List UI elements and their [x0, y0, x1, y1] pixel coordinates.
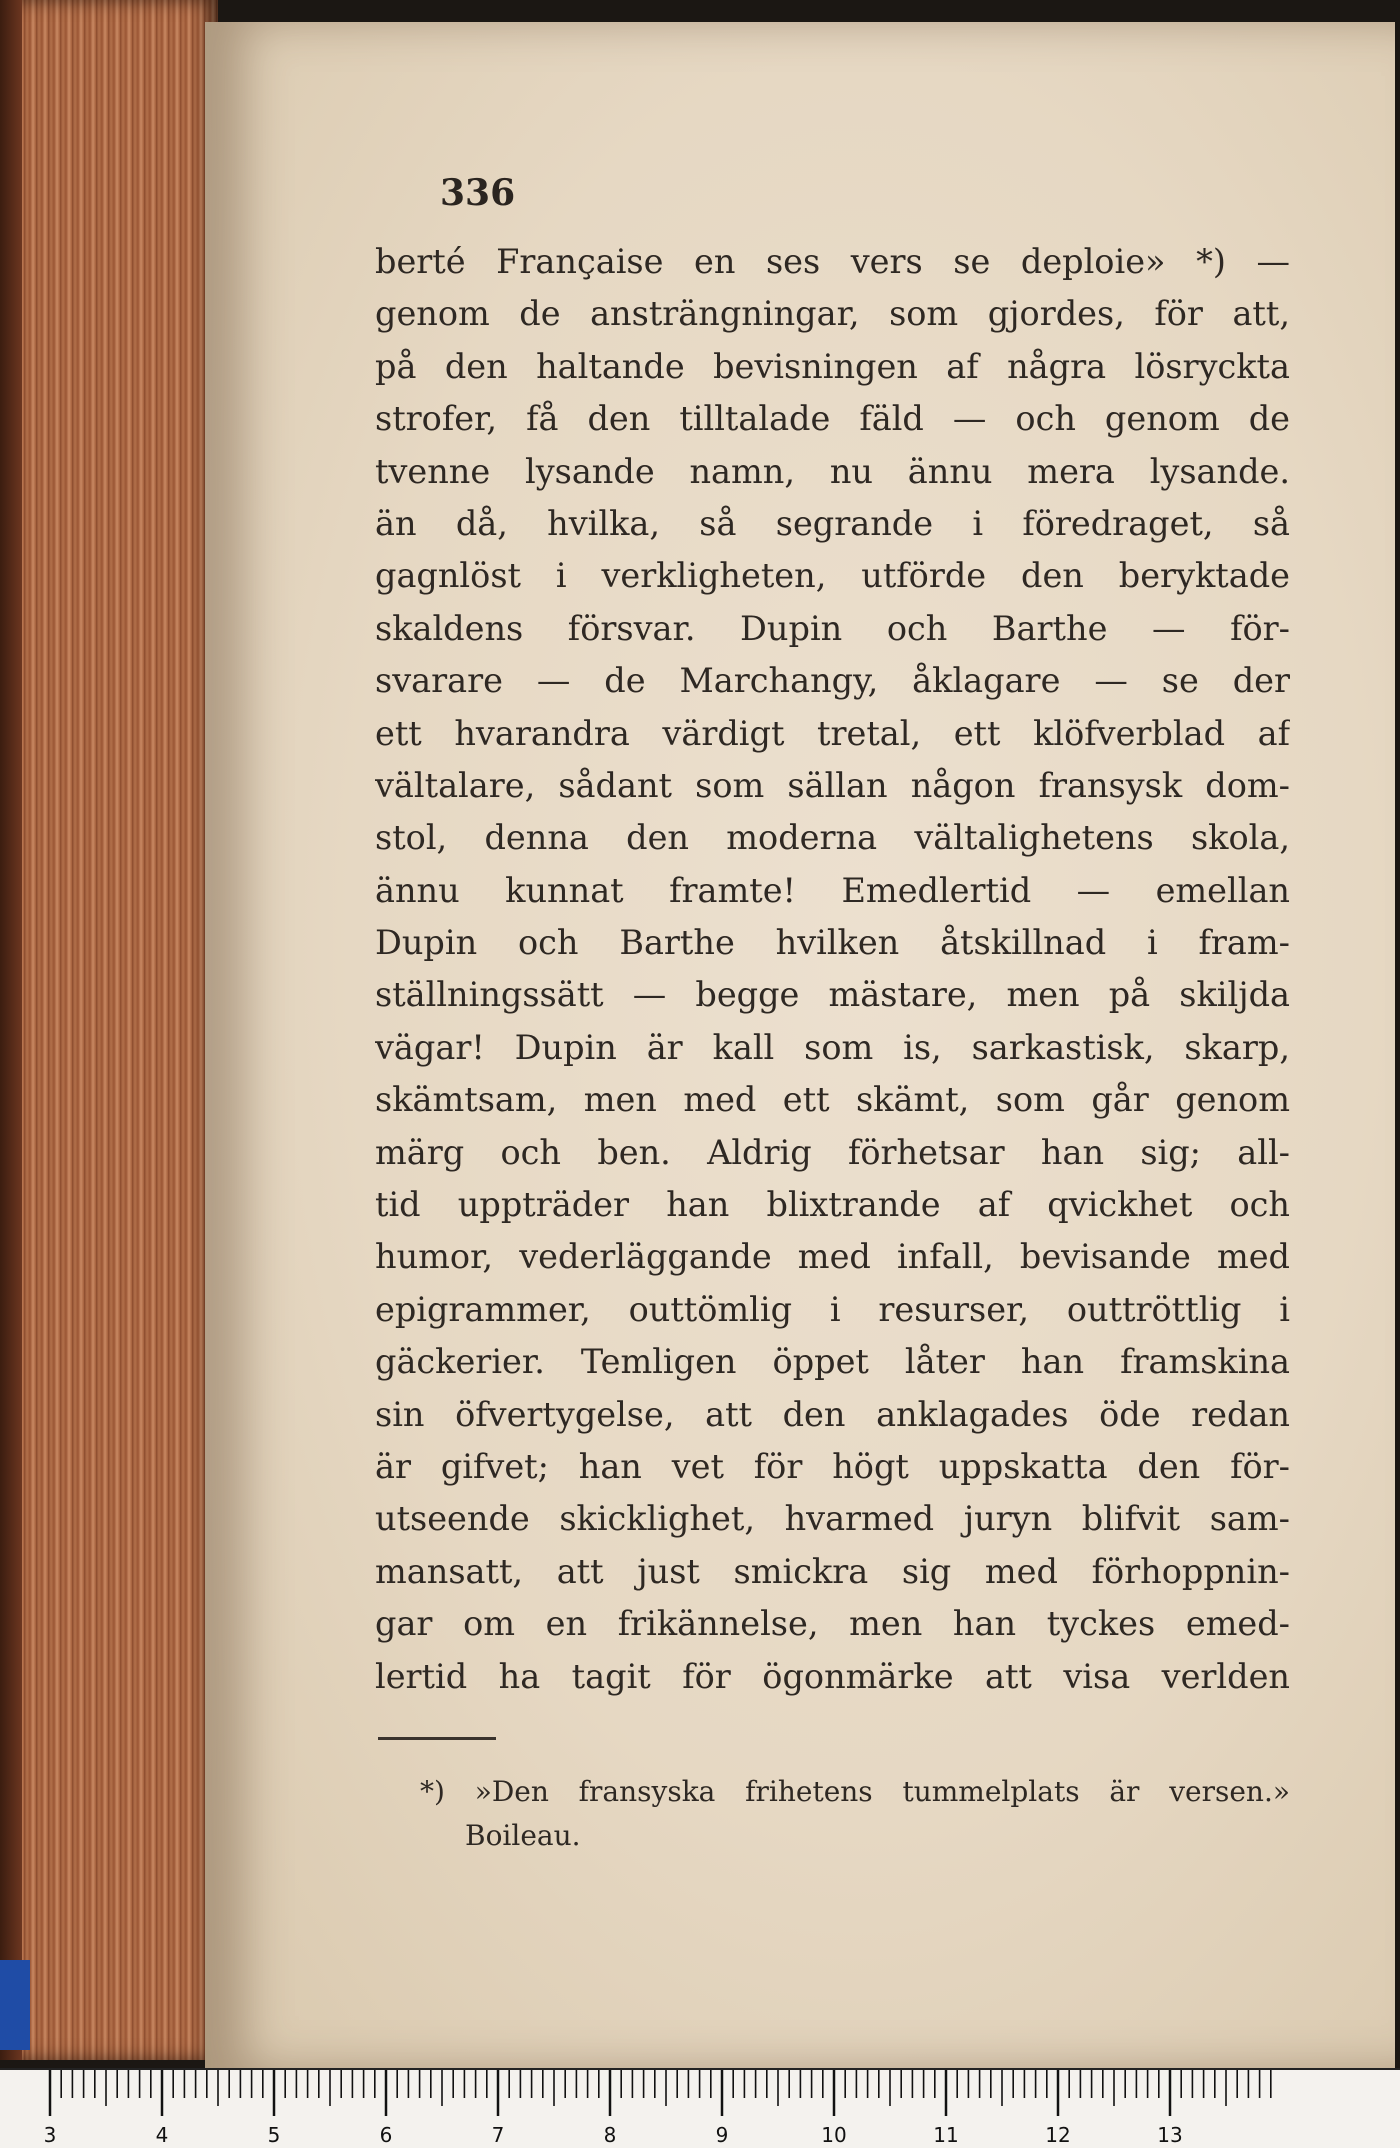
ruler-label: 10 — [821, 2123, 847, 2147]
text-line: tid uppträder han blixtrande af qvickhet och — [375, 1185, 1290, 1225]
ruler-label: 6 — [379, 2123, 393, 2147]
text-line: strofer, få den tilltalade fäld — och genom de — [375, 399, 1290, 439]
text-line: skaldens försvar. Dupin och Barthe — för- — [375, 608, 1290, 648]
text-line: humor, vederläggande med infall, bevisande med — [375, 1237, 1290, 1277]
book-page-edges — [0, 0, 218, 2060]
ruler-label: 11 — [933, 2123, 959, 2147]
ruler-label: 4 — [155, 2123, 169, 2147]
ruler-label: 9 — [715, 2123, 729, 2147]
text-line: är gifvet; han vet för högt uppskatta den för- — [375, 1446, 1290, 1486]
text-line: än då, hvilka, så segrande i föredraget, så — [375, 503, 1290, 543]
text-line: ställningssätt — begge mästare, men på skiljda — [375, 975, 1290, 1015]
text-line: stol, denna den moderna vältalighetens skola, — [375, 818, 1290, 858]
body-text — [375, 236, 1290, 1703]
text-line: gäckerier. Temligen öppet låter han framskina — [375, 1342, 1290, 1382]
text-line: skämtsam, men med ett skämt, som går genom — [375, 1080, 1290, 1120]
text-line: på den haltande bevisningen af några lösryckta — [375, 346, 1290, 386]
measurement-ruler — [0, 2068, 1400, 2148]
footnote — [420, 1770, 1290, 1858]
text-line: berté Française en ses vers se deploie» *) — — [375, 242, 1290, 281]
text-line: svarare — de Marchangy, åklagare — se der — [375, 661, 1290, 701]
text-line: sin öfvertygelse, att den anklagades öde redan — [375, 1394, 1290, 1434]
ruler-label: 12 — [1045, 2123, 1071, 2147]
text-line: vägar! Dupin är kall som is, sarkastisk, skarp, — [375, 1027, 1290, 1067]
ruler-label: 5 — [267, 2123, 281, 2147]
text-line: ett hvarandra värdigt tretal, ett klöfverblad af — [375, 713, 1290, 753]
text-line: lertid ha tagit för ögonmärke att visa verlden — [375, 1656, 1290, 1696]
text-line: tvenne lysande namn, nu ännu mera lysande. — [375, 451, 1290, 491]
text-line: epigrammer, outtömlig i resurser, outtröttlig i — [375, 1289, 1290, 1329]
text-line: ännu kunnat framte! Emedlertid — emellan — [375, 870, 1290, 910]
text-line: märg och ben. Aldrig förhetsar han sig; all- — [375, 1132, 1290, 1172]
page-number: 336 — [440, 172, 516, 214]
ruler-label: 8 — [603, 2123, 617, 2147]
book-cover-edge — [0, 0, 22, 2060]
text-line: genom de ansträngningar, som gjordes, för att, — [375, 294, 1290, 334]
blue-cover-corner — [0, 1960, 30, 2050]
ruler-label: 13 — [1157, 2123, 1183, 2147]
text-line: gar om en frikännelse, men han tyckes emed- — [375, 1604, 1290, 1644]
ruler-scale — [0, 2070, 1400, 2148]
ruler-label: 3 — [43, 2123, 57, 2147]
text-line: vältalare, sådant som sällan någon fransysk dom- — [375, 765, 1290, 805]
footnote-divider — [378, 1737, 496, 1740]
text-line: gagnlöst i verkligheten, utförde den beryktade — [375, 556, 1290, 596]
footnote-text: *) »Den fransyska frihetens tummelplats är versen.» — [420, 1775, 1290, 1808]
footnote-attribution: Boileau. — [465, 1819, 581, 1852]
ruler-label: 7 — [491, 2123, 505, 2147]
text-line: mansatt, att just smickra sig med förhoppnin- — [375, 1551, 1290, 1591]
text-line: Dupin och Barthe hvilken åtskillnad i fram- — [375, 923, 1290, 963]
text-line: utseende skicklighet, hvarmed juryn blifvit sam- — [375, 1499, 1290, 1539]
